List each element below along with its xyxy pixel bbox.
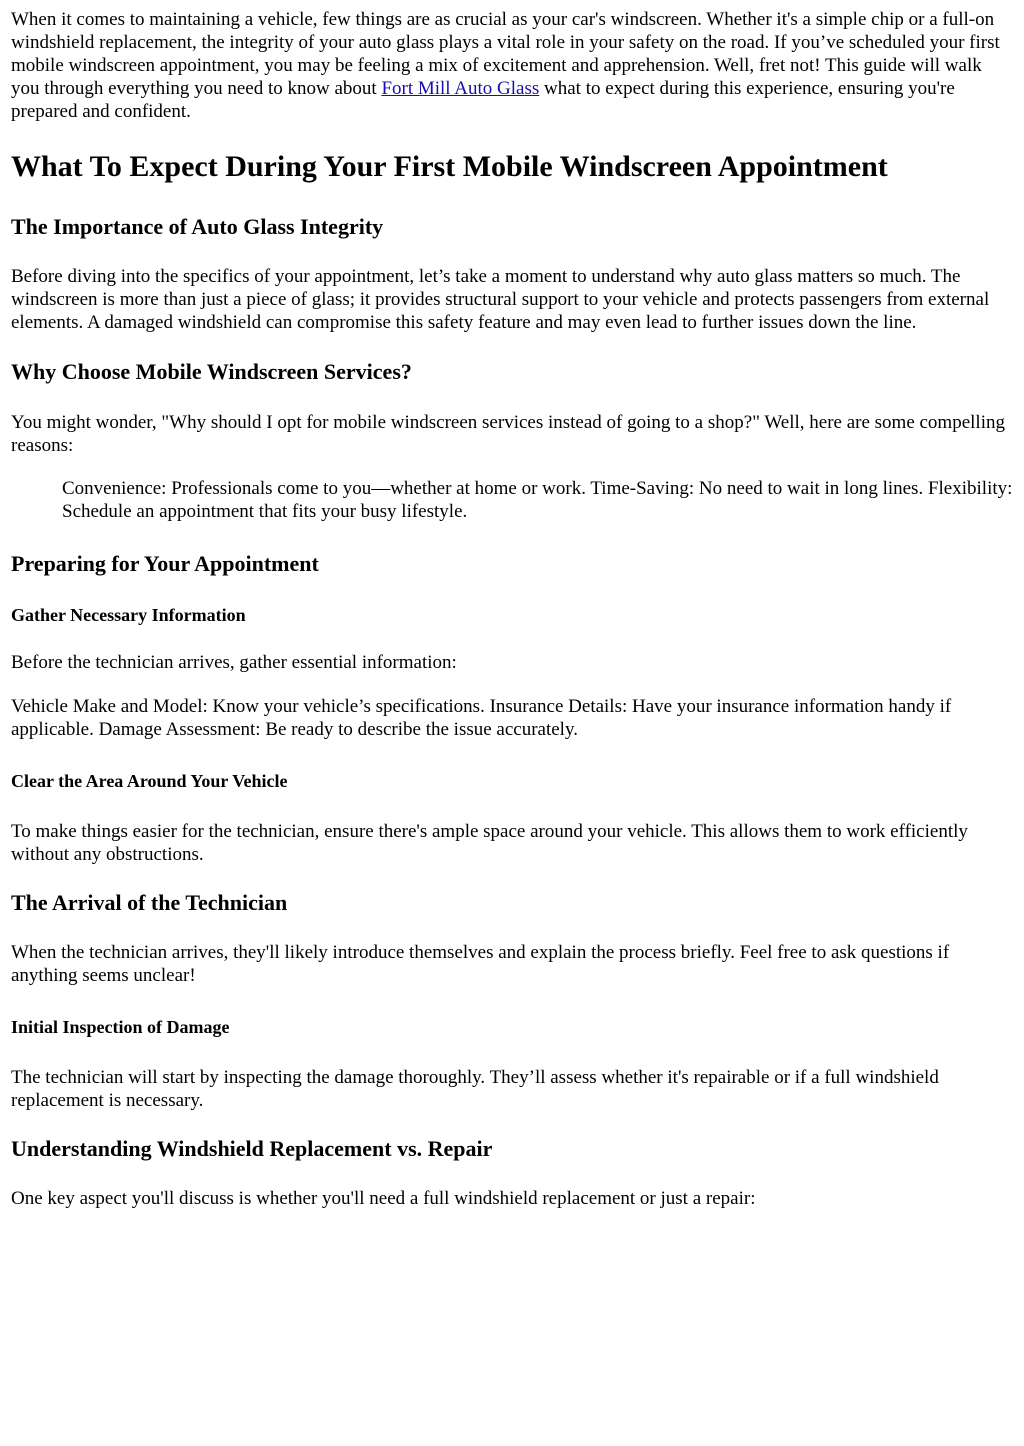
heading-importance: The Importance of Auto Glass Integrity [11,214,384,239]
paragraph-gather-information: Before the technician arrives, gather essential information: [11,652,457,673]
paragraph-why-mobile: You might wonder, "Why should I opt for mobile windscreen services instead of going to a shop?" Well, here are some compelling reasons: [11,412,1005,456]
paragraph-arrival: When the technician arrives, they'll likely introduce themselves and explain the process briefly. Feel free to ask questions if anything seems unclear! [11,942,950,986]
heading-gather-information: Gather Necessary Information [11,605,246,625]
intro-text-after-link: what to expect during this experience, ensuring you're prepared and confident. [11,78,955,122]
paragraph-gather-details: Vehicle Make and Model: Know your vehicle’s specifications. Insurance Details: Have your insurance information handy if applicable. Damage Assessment: Be ready to describe the issue accurately. [11,696,952,740]
reasons-list: Convenience: Professionals come to you—whether at home or work. Time-Saving: No need to wait in long lines. Flexibility: Schedule an appointment that fits your busy lifestyle. [62,478,1013,522]
paragraph-importance: Before diving into the specifics of your appointment, let’s take a moment to understand why auto glass matters so much. The windscreen is more than just a piece of glass; it provides structural support to your vehicle and protects passengers from external elements. A damaged windshield can compromise this safety feature and may even lead to further issues down the line. [11,266,990,333]
heading-replacement-vs-repair: Understanding Windshield Replacement vs. Repair [11,1136,493,1161]
paragraph-replacement-vs-repair: One key aspect you'll discuss is whether you'll need a full windshield replacement or just a repair: [11,1188,756,1209]
intro-paragraph [11,8,1013,123]
fort-mill-auto-glass-link[interactable]: Fort Mill Auto Glass [381,78,540,99]
heading-preparing: Preparing for Your Appointment [11,551,319,576]
heading-arrival: The Arrival of the Technician [11,890,288,915]
heading-initial-inspection: Initial Inspection of Damage [11,1017,230,1037]
intro-text-before-link: When it comes to maintaining a vehicle, few things are as crucial as your car's windscreen. Whether it's a simple chip or a full-on windshield replacement, the integrity of your auto glass plays a vital role in your safety on the road. If you’ve scheduled your first mobile windscreen appointment, you may be feeling a mix of excitement and apprehension. Well, fret not! This guide will walk you through everything you need to know about [11,9,1000,99]
paragraph-initial-inspection: The technician will start by inspecting the damage thoroughly. They’ll assess whether it's repairable or if a full windshield replacement is necessary. [11,1067,939,1111]
paragraph-clear-area: To make things easier for the technician, ensure there's ample space around your vehicle. This allows them to work efficiently without any obstructions. [11,821,968,865]
heading-clear-area: Clear the Area Around Your Vehicle [11,771,288,791]
heading-why-mobile: Why Choose Mobile Windscreen Services? [11,359,412,384]
page-title: What To Expect During Your First Mobile Windscreen Appointment [11,150,888,183]
